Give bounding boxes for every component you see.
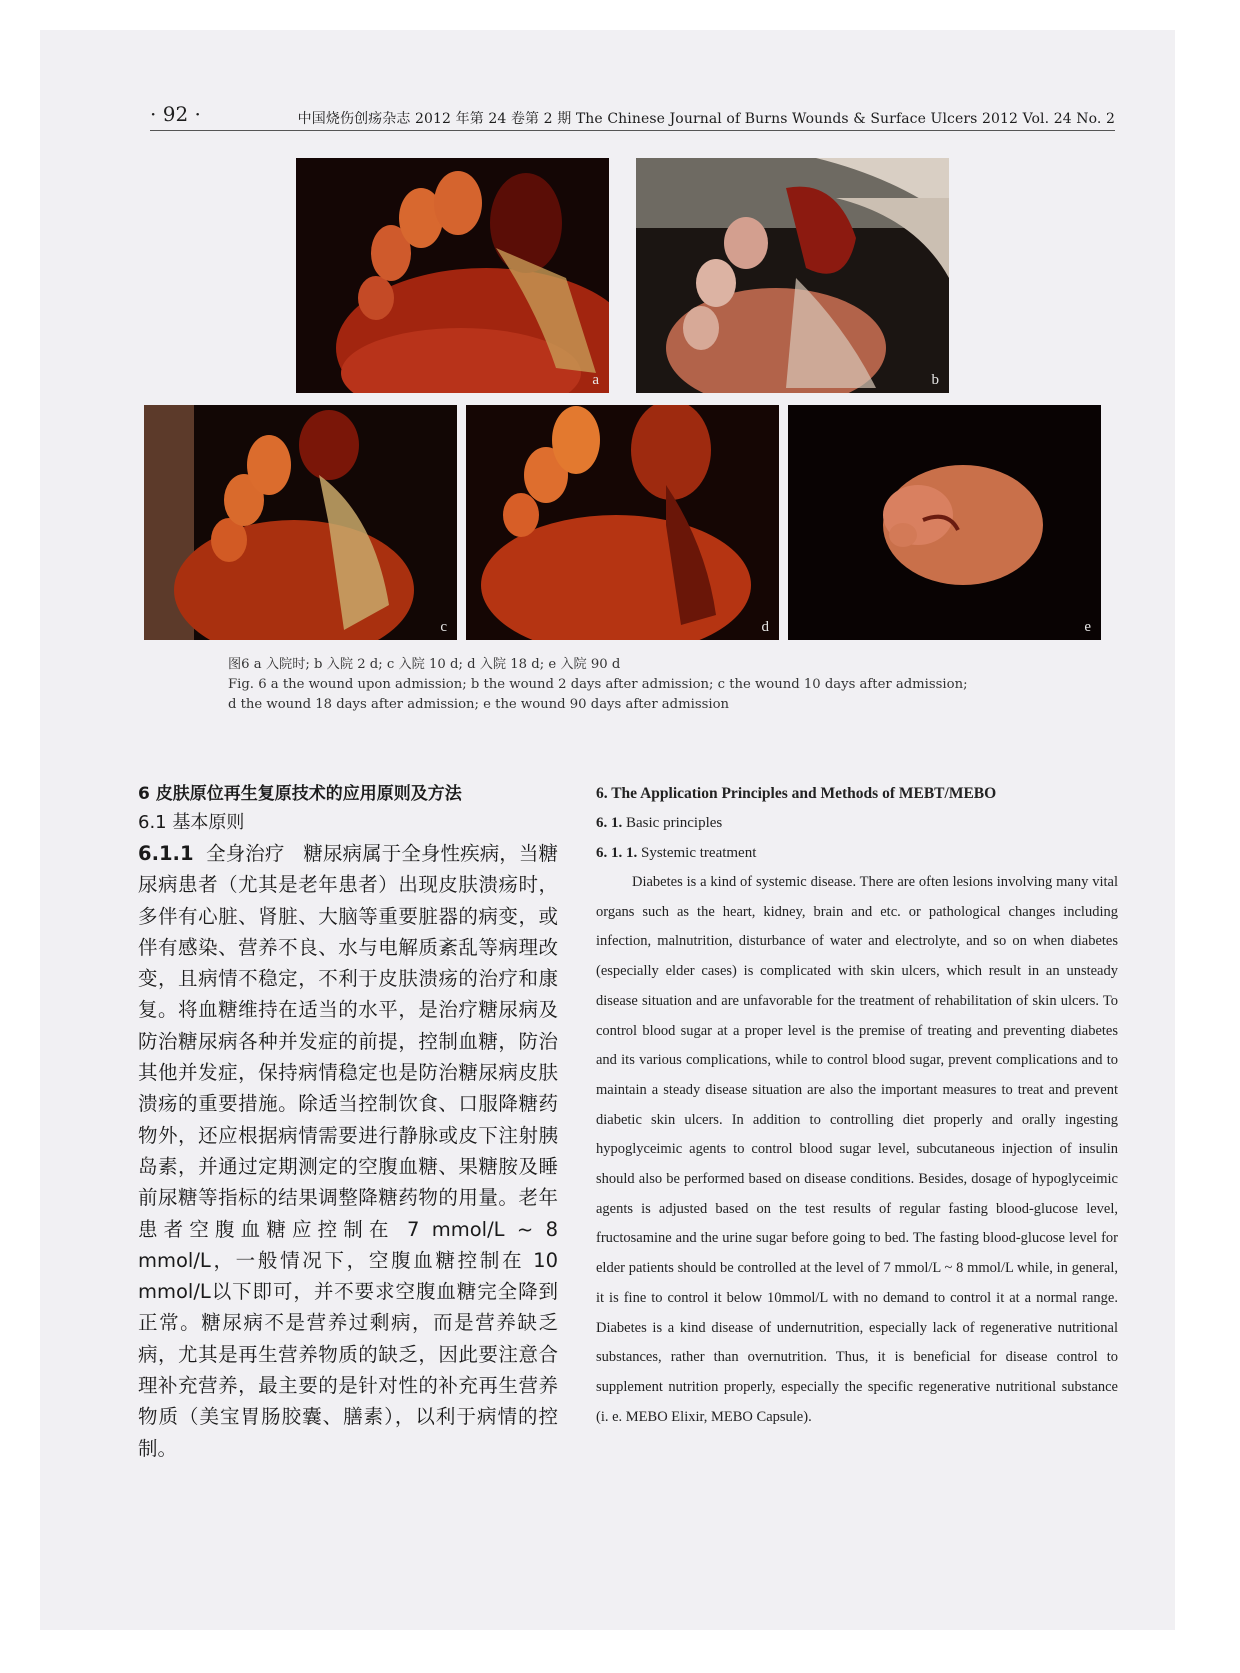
page-number: · 92 ·	[150, 102, 201, 126]
figure-caption	[228, 655, 1078, 715]
caption-english-line-2: d the wound 18 days after admission; e the wound 90 days after admission	[228, 697, 730, 712]
sub-subsection-title: 全身治疗	[206, 842, 285, 865]
subsection-number: 6. 1.	[596, 815, 623, 831]
panel-label: b	[931, 372, 939, 388]
body-paragraph: Diabetes is a kind of systemic disease. There are often lesions involving many vital organs such as the heart, kidney, brain and etc. or pathological changes including infection, malnutrition, disturbance of water and electrolyte, and so on when diabetes (especially elder cases) is complicated with skin ulcers, which result in an unsteady disease situation and are unfavorable for the treatment of rehabilitation of skin ulcers. To control blood sugar at a proper level is the premise of treating and preventing diabetes and its various complications, while to control blood sugar, prevent complications and to maintain a steady disease situation are also the important measures to treat and prevent diabetic skin ulcers. In addition to controlling diet properly and orally ingesting hypoglyceimic agents to control blood sugar level, subcutaneous injection of insulin should also be performed based on disease conditions. Besides, dosage of hypoglyceimic agents is adjusted based on the test results of regular fasting blood-glucose level, fructosamine and the urine sugar before going to bed. The fasting blood-glucose level for elder patients should be controlled at the level of 7 mmol/L ~ 8 mmol/L while, in general, it is fine to control it below 10mmol/L with no demand to control it at a normal range. Diabetes is a kind disease of undernutrition, especially lack of regenerative nutritional substances, rather than overnutrition. Thus, it is beneficial for disease control to supplement nutrition properly, especially the specific regenerative nutritional substance (i. e. MEBO Elixir, MEBO Capsule).	[596, 874, 1118, 1425]
journal-title: 中国烧伤创疡杂志 2012 年第 24 卷第 2 期 The Chinese Journal of Burns Wounds & Surface Ulcers 2012 Vol. 24 No. 2	[297, 111, 1115, 127]
subsection-heading: 6.1 基本原则	[138, 812, 245, 833]
caption-english-line-1: Fig. 6 a the wound upon admission; b the wound 2 days after admission; c the wound 10 days after admission;	[228, 677, 968, 692]
sub-subsection-heading	[596, 838, 1118, 868]
sub-subsection-number: 6. 1. 1.	[596, 845, 638, 861]
panel-label: c	[440, 619, 447, 635]
figure-panel-d	[466, 405, 779, 640]
panel-label: a	[592, 372, 599, 388]
sub-subsection-number: 6.1.1	[138, 842, 194, 865]
figure-panel-b	[636, 158, 949, 393]
panel-label: e	[1084, 619, 1091, 635]
body-paragraph	[138, 838, 558, 1464]
caption-chinese: 图6 a 入院时; b 入院 2 d; c 入院 10 d; d 入院 18 d; e 入院 90 d	[228, 657, 621, 672]
body-text: 糖尿病属于全身性疾病，当糖尿病患者（尤其是老年患者）出现皮肤溃疡时，多伴有心脏、肾脏、大脑等重要脏器的病变，或伴有感染、营养不良、水与电解质紊乱等病理改变，且病情不稳定，不利于皮肤溃疡的治疗和康复。将血糖维持在适当的水平，是治疗糖尿病及防治糖尿病各种并发症的前提，控制血糖，防治其他并发症，保持病情稳定也是防治糖尿病皮肤溃疡的重要措施。除适当控制饮食、口服降糖药物外，还应根据病情需要进行静脉或皮下注射胰岛素，并通过定期测定的空腹血糖、果糖胺及睡前尿糖等指标的结果调整降糖药物的用量。老年患者空腹血糖应控制在 7 mmol/L ~ 8 mmol/L，一般情况下，空腹血糖控制在 10 mmol/L以下即可，并不要求空腹血糖完全降到正常。糖尿病不是营养过剩病，而是营养缺乏病，尤其是再生营养物质的缺乏，因此要注意合理补充营养，最主要的是针对性的补充再生营养物质（美宝胃肠胶囊、膳素），以利于病情的控制。	[138, 842, 558, 1460]
running-header	[150, 100, 1115, 131]
figure-panel-e	[788, 405, 1101, 640]
subsection-heading	[596, 808, 1118, 838]
chinese-column	[138, 780, 558, 1464]
section-heading: 6. The Application Principles and Methods of MEBT/MEBO	[596, 785, 997, 802]
figure-panel-c	[144, 405, 457, 640]
panel-label: d	[761, 619, 769, 635]
subsection-title: Basic principles	[626, 815, 723, 831]
section-heading: 6 皮肤原位再生复原技术的应用原则及方法	[138, 784, 462, 804]
sub-subsection-title: Systemic treatment	[641, 845, 757, 861]
english-column	[596, 780, 1118, 1432]
figure-panel-a	[296, 158, 609, 393]
